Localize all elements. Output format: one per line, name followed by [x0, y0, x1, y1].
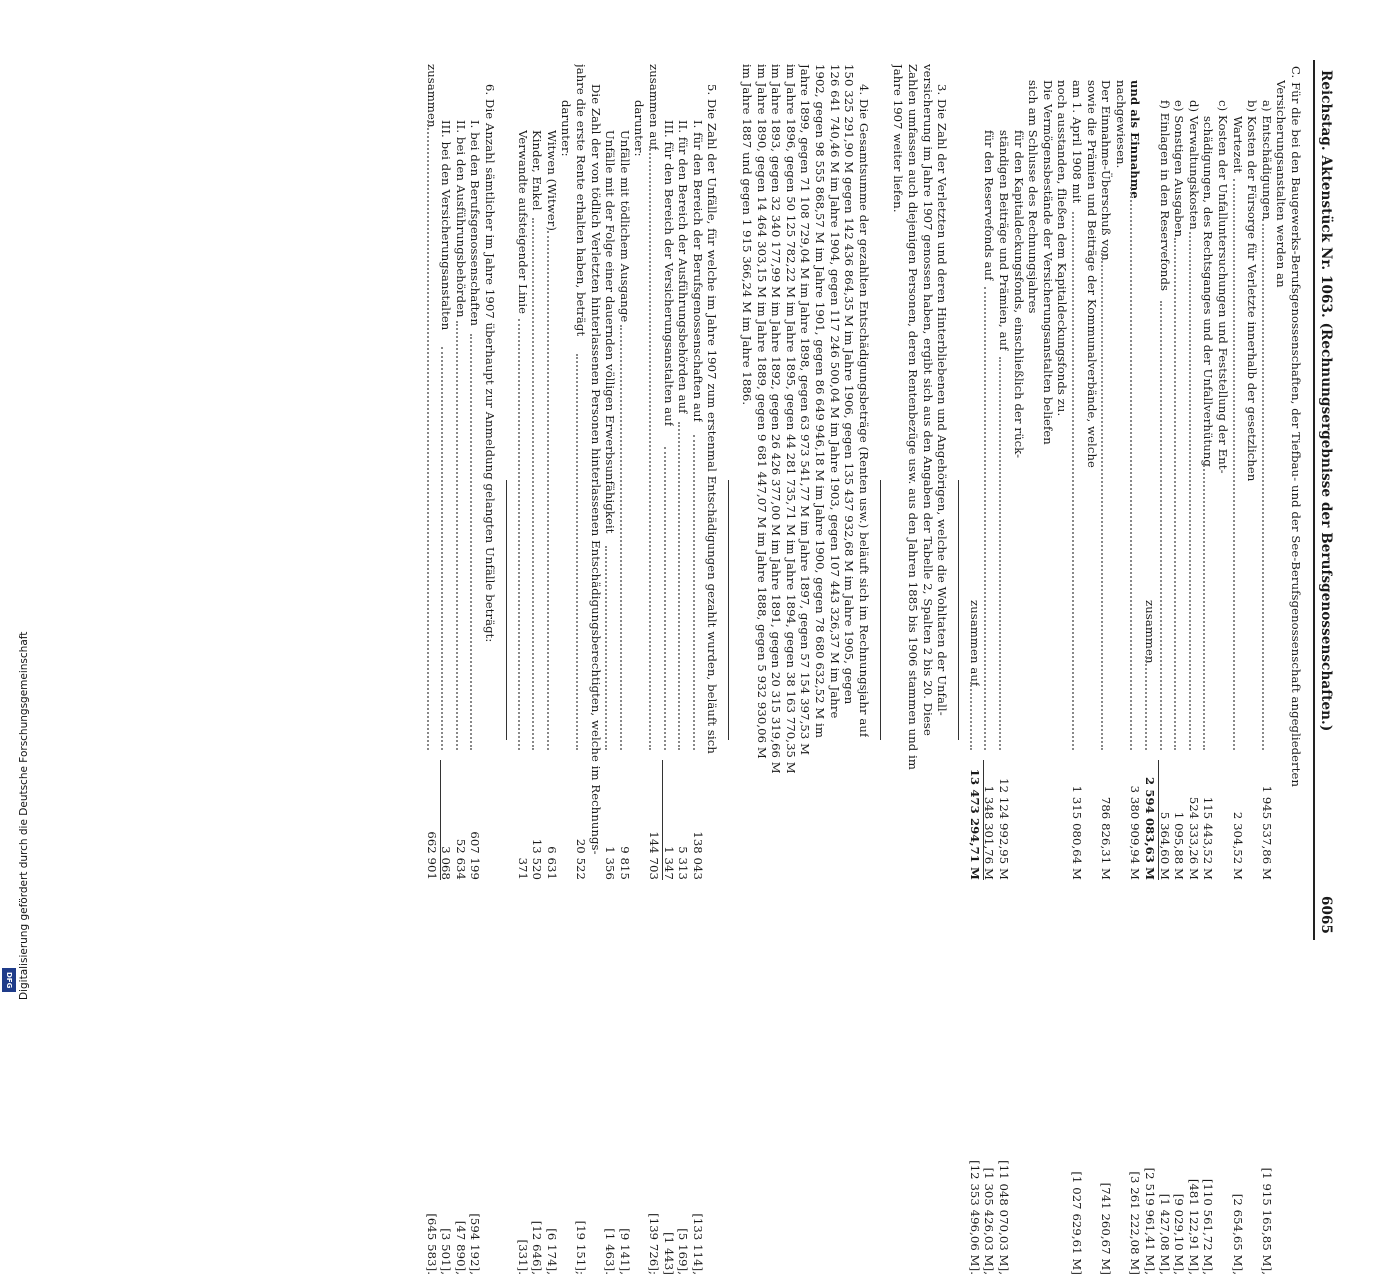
- line-a-leader: [1262, 219, 1264, 750]
- line-f-value: 5 364,60 M: [1157, 811, 1172, 880]
- para6-intro: 6. Die Anzahl sämtlicher im Jahre 1907 überhaupt zur Anmeldung gelangten Unfälle beträgt:: [483, 84, 497, 643]
- line-vb4-value: 12 124 992,95 M: [997, 778, 1011, 880]
- para6-row-bracket: [594 192],: [468, 1213, 483, 1275]
- line-c4-label: schädigungen, des Rechtsganges und der Unfallverhütung: [1201, 116, 1216, 467]
- para4-line: im Jahre 1893, gegen 32 340 177,99 M im Jahre 1892, gegen 26 426 377,00 M im Jahre 1891, gegen 20 315 319,66 M: [769, 64, 784, 774]
- para4-line: im Jahre 1890, gegen 14 464 303,15 M im Jahre 1889, gegen 9 681 447,07 M im Jahre 1888, gegen 5 932 930,06 M: [754, 64, 769, 759]
- line-ein-leader: [1130, 187, 1132, 750]
- para5-row3-leader: [532, 218, 534, 750]
- para5-row2-value: 1 356: [603, 846, 618, 880]
- para5-hint: Die Zahl der von tödlich Verletzten hinterlassenen Personen hinterlassenen Entschädigungsberechtigten, welche im Rechnungs-: [588, 84, 603, 855]
- line-ueb-value: 786 826,31 M: [1099, 796, 1114, 880]
- para5-row3-value: 371: [515, 857, 530, 880]
- para6-row-label: III. bei den Versicherungsanstalten: [439, 120, 454, 331]
- para5-hint2-value: 20 522: [574, 838, 588, 880]
- para5-row-bracket: [133 114],: [690, 1213, 705, 1275]
- para3-line: Jahre 1907 weiter liefen.: [891, 64, 906, 213]
- para6-total-leader: [427, 120, 429, 750]
- para5-row3-value: 13 520: [530, 838, 545, 880]
- digitization-credit: Digitalisierung gefördert durch die Deutsche Forschungsgemeinschaft: [18, 631, 30, 1000]
- para4-line: 4. Die Gesamtsumme der gezahlten Entschädigungsbeträge (Renten usw.) beläuft sich im Rechnungsjahr auf: [856, 84, 871, 738]
- line-f-label: f) Einlagen in den Reservefonds: [1157, 100, 1172, 292]
- line-pr2-label: am 1. April 1908 mit: [1070, 80, 1084, 204]
- para5-row2-leader: [620, 325, 622, 750]
- line-f-leader: [1160, 301, 1162, 750]
- para5-row2-value: 9 815: [617, 846, 632, 880]
- running-header: [1313, 60, 1335, 940]
- line-c4-value: 115 443,52 M: [1201, 796, 1216, 880]
- para5-row3-leader: [547, 231, 549, 751]
- line-vb1: Die Vermögensbestände der Versicherungsanstalten beliefen: [1040, 80, 1055, 445]
- para5-row-bracket: [5 169],: [676, 1228, 691, 1275]
- line-b2-value: 2 304,52 M: [1230, 811, 1245, 880]
- line-vb4-bracket: [11 048 070,03 M],: [997, 1160, 1011, 1275]
- line-c2: Versicherungsanstalten werden an: [1274, 80, 1289, 288]
- line-nach: nachgewiesen.: [1113, 80, 1128, 169]
- page-number: 6065: [1318, 896, 1334, 934]
- line-pr1: sowie die Prämien und Beiträge der Kommunalverbände, welche: [1084, 80, 1099, 468]
- para6-row-leader: [441, 347, 443, 751]
- para3-line: versicherung im Jahre 1907 genossen haben, ergibt sich aus den Angaben der Tabelle 2, Spalten 2 bis 20. Diese: [920, 64, 935, 736]
- line-vb6-label: zusammen auf: [967, 600, 982, 687]
- para5-row3-label: Witwen (Witwer): [544, 130, 559, 231]
- para5-row-label: II. für den Bereich der Ausführungsbehörden auf: [676, 120, 691, 414]
- para5-row3-bracket: [12 646],: [530, 1220, 545, 1275]
- line-ueb-bracket: [741 260,67 M]: [1099, 1182, 1114, 1275]
- para6-total-label: zusammen: [424, 64, 439, 128]
- line-vb6-bracket: [12 353 496,06 M].: [967, 1160, 982, 1275]
- line-c3-label: c) Kosten der Unfalluntersuchungen und Feststellung der Ent-: [1216, 100, 1230, 474]
- para5-row2-leader: [605, 546, 607, 751]
- para5-row3-label: Kinder, Enkel: [530, 130, 545, 211]
- line-e-leader: [1174, 238, 1176, 750]
- para4-line: 1902, gegen 98 555 868,57 M im Jahre 1901, gegen 86 649 946,18 M im Jahre 1900, gegen 78 680 632,52 M im: [813, 64, 827, 739]
- line-vb5-leader: [984, 287, 986, 750]
- line-vb6-leader: [970, 682, 972, 750]
- line-vb4-leader: [999, 357, 1001, 751]
- line-zs-leader: [1145, 656, 1147, 750]
- line-pr2-value: 1 315 080,64 M: [1070, 785, 1084, 880]
- line-c4-leader: [1203, 462, 1205, 750]
- line-b2-bracket: [2 654,65 M],: [1230, 1193, 1245, 1275]
- line-d-value: 524 333,26 M: [1186, 796, 1201, 880]
- para5-row-leader: [678, 422, 680, 750]
- para5-row3-leader: [518, 319, 520, 750]
- para5-row2-bracket: [1 463].: [603, 1228, 618, 1275]
- para6-row-value: 607 199: [468, 831, 483, 880]
- para6-row-bracket: [47 890],: [453, 1220, 468, 1275]
- line-f-bracket: [1 427,08 M],: [1157, 1193, 1172, 1275]
- para5-total-value: 144 703: [647, 831, 661, 880]
- para3-line: 3. Die Zahl der Verletzten und deren Hinterbliebenen und Angehörigen, welche die Wohltaten der Unfall-: [935, 84, 950, 716]
- line-pr2-leader: [1072, 212, 1074, 750]
- para5-row-bracket: [1 443]: [661, 1232, 676, 1275]
- para4-line: im Jahre 1896, gegen 50 125 782,22 M im Jahre 1895, gegen 44 281 735,71 M im Jahre 1894, gegen 38 163 770,35 M: [783, 64, 798, 774]
- line-vb5-label: für den Reservefonds auf: [982, 130, 997, 281]
- para5-row-leader: [693, 435, 695, 750]
- line-ein-label: und als Einnahme: [1128, 80, 1143, 199]
- para6-row-label: II. bei den Ausführungsbehörden: [453, 120, 468, 318]
- line-ueb-leader: [1101, 250, 1103, 750]
- line-ueb-label: Der Einnahme-Überschuß von: [1099, 80, 1114, 261]
- sum-rule: [440, 760, 441, 880]
- para5-total-leader: [649, 146, 651, 750]
- para5-hint2-label: jahre die erste Rente erhalten haben, beträgt: [574, 64, 588, 337]
- line-d-label: d) Verwaltungskosten: [1186, 100, 1201, 230]
- para5-row2-bracket: [9 141],: [617, 1228, 632, 1275]
- para5-hint2-leader: [576, 354, 578, 751]
- header-title: Reichstag. Aktenstück Nr. 1063. (Rechnungsergebnisse der Berufsgenossenschaften.): [1318, 70, 1334, 732]
- line-b2-leader: [1233, 179, 1235, 750]
- para5-row-value: 1 347: [661, 846, 676, 880]
- section-rule: [506, 480, 507, 740]
- para5-row3-label: Verwandte aufsteigender Linie: [515, 130, 530, 315]
- rotated-document-page: [110, 60, 1335, 1275]
- line-vb3: für den Kapitaldeckungsfonds, einschließlich der rück-: [1011, 130, 1026, 459]
- para6-row-leader: [456, 321, 458, 750]
- para4-line: im Jahre 1887 und gegen 1 915 366,24 M im Jahre 1886.: [740, 64, 754, 406]
- para6-row-value: 3 068: [439, 846, 454, 880]
- line-a-value: 1 945 537,86 M: [1259, 785, 1274, 880]
- para6-row-bracket: [3 501],: [439, 1228, 454, 1275]
- line-pr2-bracket: [1 027 629,61 M]: [1070, 1171, 1084, 1275]
- para5-hint2-bracket: [19 151];: [574, 1220, 588, 1275]
- line-a-label: a) Entschädigungen: [1259, 100, 1274, 220]
- dfg-logo: DFG: [2, 968, 16, 992]
- para5-row3-bracket: [331].: [515, 1239, 530, 1275]
- line-vb4-label: ständigen Beiträge und Prämien, auf: [997, 130, 1011, 351]
- para5-total-bracket: [139 726];: [647, 1213, 661, 1275]
- para6-total-value: 662 901: [424, 831, 439, 880]
- para4-line: Jahre 1899, gegen 71 108 729,04 M im Jahre 1898, gegen 63 973 541,77 M im Jahre 1897, gegen 57 154 397,53 M: [798, 64, 813, 756]
- sum-rule: [983, 760, 984, 880]
- para4-line: 126 641 740,46 M im Jahre 1904, gegen 117 246 500,04 M im Jahre 1903, gegen 107 443 326,37 M im Jahre: [827, 64, 842, 719]
- line-b2-label: Wartezeit: [1230, 116, 1245, 174]
- line-vb5-bracket: [1 305 426,03 M],: [982, 1167, 997, 1275]
- section-rule: [958, 480, 959, 740]
- section-rule: [880, 480, 881, 740]
- para5-total-label: zusammen auf: [647, 64, 661, 151]
- line-e-value: 1 095,88 M: [1172, 811, 1187, 880]
- line-vb5-value: 1 348 301,76 M: [982, 785, 997, 880]
- sum-rule: [662, 760, 663, 880]
- para5-intro: 5. Die Zahl der Unfälle, für welche im Jahre 1907 zum erstenmal Entschädigungen gezahlt wurden, beläuft sich: [705, 84, 720, 754]
- line-vb2: sich am Schlusse des Rechnungsjahres: [1026, 80, 1041, 314]
- para5-row-value: 5 313: [676, 846, 691, 880]
- line-c1: C. Für die bei den Baugewerks-Berufsgenossenschaften, der Tiefbau- und der See-Berufsgenossenschaft angegliederten: [1289, 66, 1303, 788]
- line-zs-bracket: [2 519 961,41 M],: [1143, 1167, 1157, 1275]
- line-e-label: e) Sonstigen Ausgaben: [1172, 100, 1187, 238]
- para5-darunter2: darunter:: [559, 100, 574, 157]
- para5-row-label: III. für den Bereich der Versicherungsanstalten auf: [661, 120, 676, 427]
- para5-darunter: darunter:: [632, 100, 647, 157]
- para3-line: Zahlen umfassen auch diejenigen Personen, deren Rentenbezüge usw. aus den Jahren 1885 bis 1906 stammen und im: [906, 64, 920, 770]
- line-d-leader: [1189, 232, 1191, 750]
- para5-row-leader: [664, 447, 666, 750]
- para5-row3-value: 6 631: [544, 846, 559, 880]
- para5-row2-label: Unfälle mit tödlichem Ausgange: [617, 130, 632, 323]
- line-b1-label: b) Kosten der Fürsorge für Verletzte innerhalb der gesetzlichen: [1245, 100, 1260, 482]
- line-vb6-value: 13 473 294,71 M: [967, 768, 982, 880]
- para6-row-label: I. bei den Berufsgenossenschaften: [468, 120, 483, 327]
- para6-row-leader: [470, 334, 472, 750]
- sum-rule: [1158, 760, 1159, 880]
- para6-row-value: 52 634: [453, 838, 468, 880]
- para5-row2-label: Unfälle mit der Folge einer dauernden völligen Erwerbsunfähigkeit: [603, 130, 618, 534]
- line-a-bracket: [1 915 165,85 M],: [1259, 1167, 1274, 1275]
- line-zs-label: zusammen: [1143, 600, 1157, 664]
- line-ein-value: 3 380 909,94 M: [1128, 785, 1143, 880]
- para5-row-label: I. für den Bereich der Berufsgenossenschaften auf: [690, 120, 705, 422]
- line-e-bracket: [9 029,10 M],: [1172, 1193, 1187, 1275]
- para4-line: 150 325 291,90 M gegen 142 436 864,35 M im Jahre 1906, gegen 135 437 932,68 M im Jahre 1905, gegen: [842, 64, 857, 705]
- para6-total-bracket: [645 583].: [424, 1213, 439, 1275]
- line-ein-bracket: [3 261 222,08 M]: [1128, 1171, 1143, 1275]
- line-c4-bracket: [110 561,72 M],: [1201, 1178, 1216, 1275]
- line-zs-value: 2 594 083,63 M: [1143, 777, 1157, 880]
- para5-row3-bracket: [6 174],: [544, 1228, 559, 1275]
- line-d-bracket: [481 122,91 M],: [1186, 1178, 1201, 1275]
- line-pr3: noch ausstanden, fließen dem Kapitaldeckungsfonds zu.: [1055, 80, 1070, 417]
- para5-row-value: 138 043: [690, 831, 705, 880]
- section-rule: [728, 480, 729, 740]
